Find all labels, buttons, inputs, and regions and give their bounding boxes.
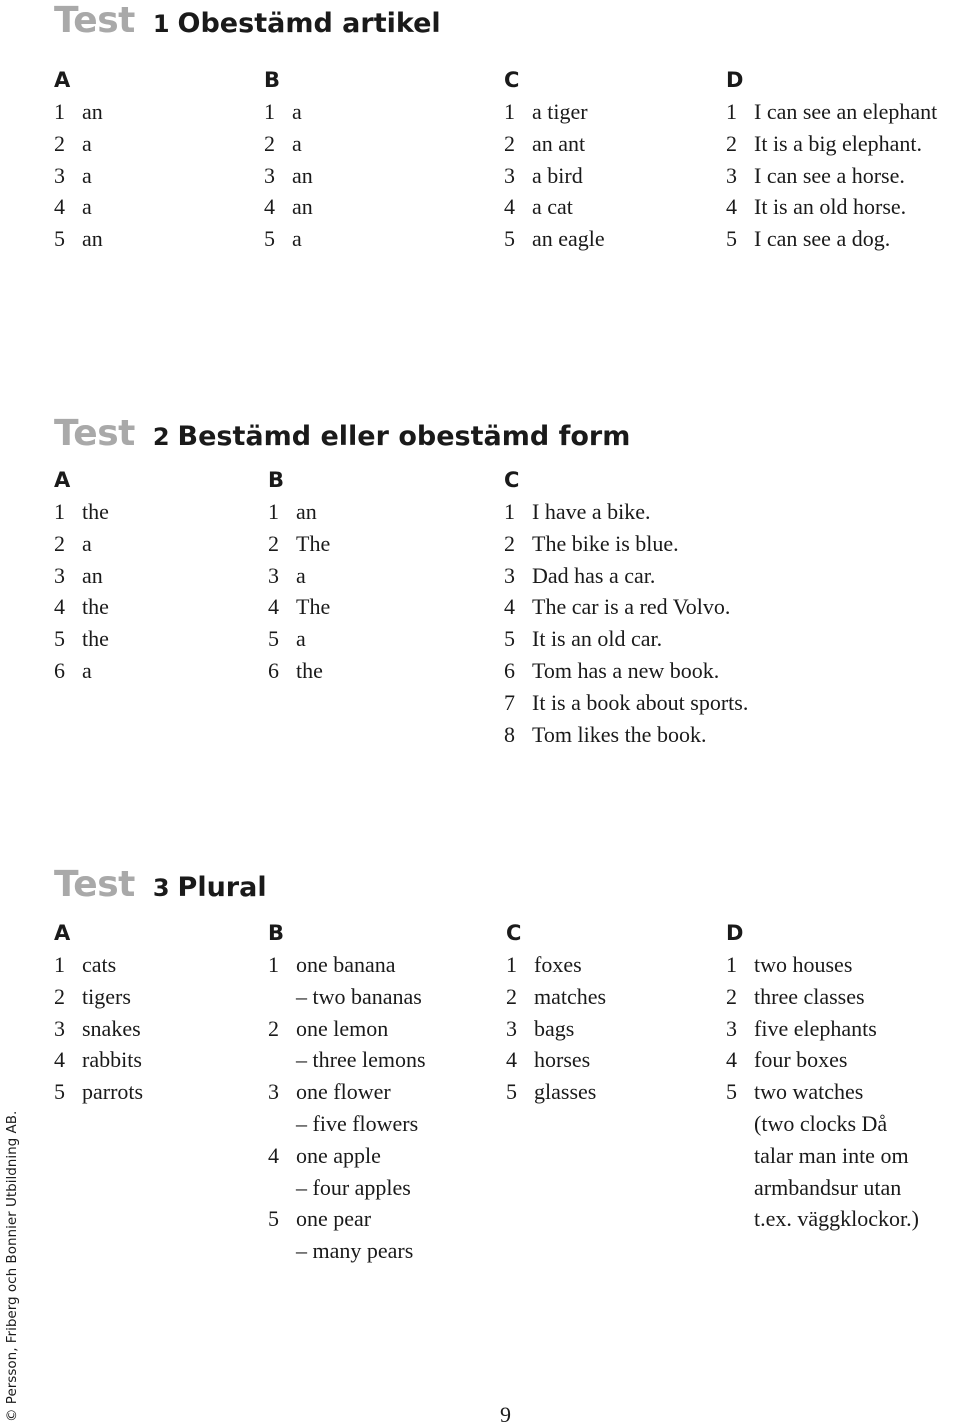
answer-text: a bird [532, 162, 583, 188]
answer-text: the [82, 499, 109, 524]
column-label: D [726, 68, 744, 92]
answer-text: The car is a red Volvo. [532, 594, 731, 620]
answer-text: one flower [296, 1079, 391, 1105]
answer-text: one lemon [296, 1015, 389, 1041]
column-label: B [264, 68, 281, 92]
column-label: C [504, 68, 520, 92]
answer-number: 3 [54, 562, 65, 588]
answer-number: 4 [54, 594, 65, 620]
answer-row [726, 1108, 919, 1140]
answer-text: I can see a dog. [754, 226, 891, 252]
answer-row [504, 560, 748, 592]
answer-number: 6 [268, 657, 279, 683]
answer-text: The bike is blue. [532, 530, 679, 556]
test-1-title: Obestämd artikel [177, 8, 441, 39]
answer-text: an eagle [532, 226, 605, 252]
answer-number: 5 [504, 226, 515, 252]
answer-text: It is an old car. [532, 626, 663, 652]
answer-text: I have a bike. [532, 499, 651, 524]
answer-row [268, 1076, 426, 1108]
answer-number: 4 [726, 1047, 737, 1073]
answer-number: 5 [264, 226, 275, 252]
answer-number: 1 [726, 952, 737, 977]
answer-row [504, 160, 605, 192]
answer-row [54, 560, 109, 592]
answer-text: foxes [534, 952, 582, 977]
answer-row [506, 1044, 606, 1076]
answer-text: a [296, 562, 306, 588]
answer-row [54, 949, 143, 981]
answer-number: 7 [504, 689, 515, 715]
answer-number: 5 [268, 1206, 279, 1232]
answer-text: an [292, 194, 313, 220]
answer-row [504, 223, 605, 255]
answer-number: 5 [54, 626, 65, 652]
answer-number: 1 [504, 99, 515, 124]
answer-number: 3 [726, 162, 737, 188]
answer-text: an [82, 226, 103, 252]
answer-text: Tom has a new book. [532, 657, 720, 683]
answer-row [54, 623, 109, 655]
answer-row [268, 1203, 426, 1235]
answer-number: 1 [506, 952, 517, 977]
test-3-column-c [506, 917, 606, 1108]
copyright-sidebar [0, 1098, 24, 1427]
answer-row [268, 560, 330, 592]
answer-text: a [82, 194, 92, 220]
answer-text: – many pears [296, 1238, 414, 1264]
answer-text: t.ex. väggklockor.) [754, 1206, 919, 1232]
answer-number: 5 [726, 1079, 737, 1105]
answer-number: 2 [726, 130, 737, 156]
answer-number: 2 [54, 983, 65, 1009]
answer-text: a [82, 162, 92, 188]
answer-number: 4 [726, 194, 737, 220]
answer-number: 6 [54, 657, 65, 683]
answer-number: 2 [268, 1015, 279, 1041]
answer-row [268, 623, 330, 655]
answer-row [264, 160, 313, 192]
answer-text: tigers [82, 983, 131, 1009]
test-1-column-a [54, 64, 103, 255]
answer-row [726, 1172, 919, 1204]
answer-text: an [296, 499, 317, 524]
answer-number: 3 [504, 162, 515, 188]
answer-row [504, 687, 748, 719]
test-3-title: Plural [177, 872, 267, 903]
answer-row [268, 655, 330, 687]
answer-text: (two clocks Då [754, 1110, 888, 1136]
answer-row [726, 1013, 919, 1045]
answer-row [268, 949, 426, 981]
answer-text: The [296, 530, 331, 556]
answer-number: 4 [264, 194, 275, 220]
answer-text: one apple [296, 1142, 381, 1168]
answer-number: 2 [504, 130, 515, 156]
answer-number: 2 [268, 530, 279, 556]
copyright-text: © Persson, Friberg och Bonnier Utbildning AB. [4, 1110, 20, 1422]
answer-text: one banana [296, 952, 396, 977]
answer-row [504, 528, 748, 560]
answer-number: 8 [504, 721, 515, 747]
answer-row [726, 160, 937, 192]
answer-text: a tiger [532, 99, 588, 124]
answer-number: 2 [504, 530, 515, 556]
answer-row [504, 655, 748, 687]
test-2-column-a [54, 464, 109, 687]
answer-number: 4 [506, 1047, 517, 1073]
answer-number: 1 [268, 952, 279, 977]
answer-number: 2 [54, 130, 65, 156]
answer-number: 3 [54, 162, 65, 188]
answer-text: an ant [532, 130, 586, 156]
answer-text: one pear [296, 1206, 372, 1232]
answer-number: 1 [54, 99, 65, 124]
answer-text: Dad has a car. [532, 562, 656, 588]
test-2-column-b [268, 464, 330, 687]
answer-number: 6 [504, 657, 515, 683]
answer-row [726, 1140, 919, 1172]
test-2-title: Bestämd eller obestämd form [177, 421, 631, 452]
answer-row [504, 623, 748, 655]
answer-row [506, 1076, 606, 1108]
answer-number: 1 [268, 499, 279, 524]
answer-text: – five flowers [296, 1110, 419, 1136]
column-label: A [54, 468, 71, 492]
answer-row [54, 1076, 143, 1108]
answer-row [54, 223, 103, 255]
test-2-column-c [504, 464, 748, 750]
test-1-column-d [726, 64, 937, 255]
answer-row [726, 96, 937, 128]
answer-text: talar man inte om [754, 1142, 909, 1168]
answer-text: rabbits [82, 1047, 142, 1073]
column-label: C [504, 468, 520, 492]
answer-row [506, 981, 606, 1013]
answer-row [726, 191, 937, 223]
answer-text: cats [82, 952, 117, 977]
answer-row [264, 128, 313, 160]
answer-number: 5 [506, 1079, 517, 1105]
answer-number: 4 [54, 194, 65, 220]
answer-row [54, 496, 109, 528]
answer-row [726, 1044, 919, 1076]
answer-text: an [82, 562, 103, 588]
answer-text: a [292, 226, 302, 252]
answer-text: an [292, 162, 313, 188]
answer-row [726, 949, 919, 981]
answer-row [54, 128, 103, 160]
answer-text: a cat [532, 194, 573, 220]
answer-row [268, 591, 330, 623]
answer-number: 5 [726, 226, 737, 252]
answer-row [504, 719, 748, 751]
answer-text: bags [534, 1015, 575, 1041]
answer-text: a [296, 626, 306, 652]
answer-number: 3 [264, 162, 275, 188]
answer-text: five elephants [754, 1015, 877, 1041]
answer-row [726, 223, 937, 255]
answer-text: horses [534, 1047, 591, 1073]
answer-row [268, 1108, 426, 1140]
test-2-word: Test [54, 413, 135, 454]
answer-text: a [292, 99, 302, 124]
column-label: D [726, 921, 744, 945]
answer-text: a [82, 130, 92, 156]
answer-row [54, 1013, 143, 1045]
answer-number: 3 [268, 1079, 279, 1105]
answer-row [268, 1044, 426, 1076]
answer-number: 5 [268, 626, 279, 652]
test-3-column-b [268, 917, 426, 1267]
answer-row [54, 981, 143, 1013]
answer-number: 1 [504, 499, 515, 524]
answer-number: 5 [54, 226, 65, 252]
answer-row [54, 96, 103, 128]
answer-number: 1 [264, 99, 275, 124]
column-label: B [268, 921, 285, 945]
test-1-column-b [264, 64, 313, 255]
answer-row [54, 1044, 143, 1076]
column-label: B [268, 468, 285, 492]
answer-number: 2 [264, 130, 275, 156]
test-3-word: Test [54, 864, 135, 905]
answer-row [504, 591, 748, 623]
answer-text: matches [534, 983, 607, 1009]
answer-text: parrots [82, 1079, 144, 1105]
answer-number: 3 [726, 1015, 737, 1041]
answer-text: The [296, 594, 331, 620]
answer-text: – three lemons [296, 1047, 426, 1073]
answer-number: 4 [268, 1142, 279, 1168]
answer-number: 3 [268, 562, 279, 588]
test-2-number: 2 [152, 423, 170, 451]
answer-text: a [82, 657, 92, 683]
test-3-column-a [54, 917, 143, 1108]
test-3-number: 3 [152, 874, 170, 902]
answer-number: 2 [506, 983, 517, 1009]
answer-row [504, 96, 605, 128]
page-number: 9 [500, 1402, 511, 1427]
answer-row [268, 1140, 426, 1172]
answer-text: an [82, 99, 103, 124]
answer-row [504, 128, 605, 160]
answer-number: 2 [726, 983, 737, 1009]
answer-row [54, 528, 109, 560]
answer-row [268, 528, 330, 560]
answer-number: 4 [504, 594, 515, 620]
answer-row [268, 1013, 426, 1045]
column-label: A [54, 921, 71, 945]
answer-text: – four apples [296, 1174, 411, 1200]
answer-number: 5 [504, 626, 515, 652]
test-2-heading [54, 413, 630, 457]
test-1-column-c [504, 64, 605, 255]
answer-row [726, 1076, 919, 1108]
answer-text: It is a big elephant. [754, 130, 923, 156]
answer-row [504, 191, 605, 223]
answer-number: 3 [54, 1015, 65, 1041]
answer-number: 5 [54, 1079, 65, 1105]
answer-text: – two bananas [296, 983, 422, 1009]
answer-row [268, 1235, 426, 1267]
answer-text: It is an old horse. [754, 194, 907, 220]
answer-number: 4 [504, 194, 515, 220]
answer-text: two watches [754, 1079, 864, 1105]
answer-text: glasses [534, 1079, 597, 1105]
answer-row [726, 981, 919, 1013]
column-label: A [54, 68, 71, 92]
answer-text: a [82, 530, 92, 556]
answer-row [726, 128, 937, 160]
answer-text: three classes [754, 983, 865, 1009]
test-1-heading [54, 0, 441, 44]
answer-row [264, 223, 313, 255]
column-label: C [506, 921, 522, 945]
test-3-column-d [726, 917, 919, 1235]
test-1-number: 1 [152, 10, 170, 38]
answer-row [264, 96, 313, 128]
answer-text: the [296, 657, 323, 683]
answer-row [264, 191, 313, 223]
answer-text: I can see a horse. [754, 162, 905, 188]
answer-row [506, 949, 606, 981]
answer-number: 4 [268, 594, 279, 620]
answer-text: Tom likes the book. [532, 721, 707, 747]
answer-text: armbandsur utan [754, 1174, 902, 1200]
answer-row [54, 160, 103, 192]
answer-number: 3 [504, 562, 515, 588]
answer-row [504, 496, 748, 528]
answer-text: the [82, 626, 109, 652]
answer-number: 2 [54, 530, 65, 556]
answer-text: a [292, 130, 302, 156]
answer-text: four boxes [754, 1047, 848, 1073]
answer-number: 1 [726, 99, 737, 124]
answer-number: 1 [54, 499, 65, 524]
answer-row [268, 981, 426, 1013]
answer-row [268, 496, 330, 528]
answer-number: 4 [54, 1047, 65, 1073]
answer-text: the [82, 594, 109, 620]
answer-row [54, 655, 109, 687]
answer-row [54, 191, 103, 223]
answer-row [268, 1172, 426, 1204]
answer-number: 3 [506, 1015, 517, 1041]
answer-text: snakes [82, 1015, 141, 1041]
answer-text: two houses [754, 952, 853, 977]
test-3-heading [54, 864, 267, 908]
answer-text: I can see an elephant [754, 99, 938, 124]
answer-row [54, 591, 109, 623]
test-1-word: Test [54, 0, 135, 41]
answer-text: It is a book about sports. [532, 689, 749, 715]
answer-row [506, 1013, 606, 1045]
answer-row [726, 1203, 919, 1235]
answer-number: 1 [54, 952, 65, 977]
